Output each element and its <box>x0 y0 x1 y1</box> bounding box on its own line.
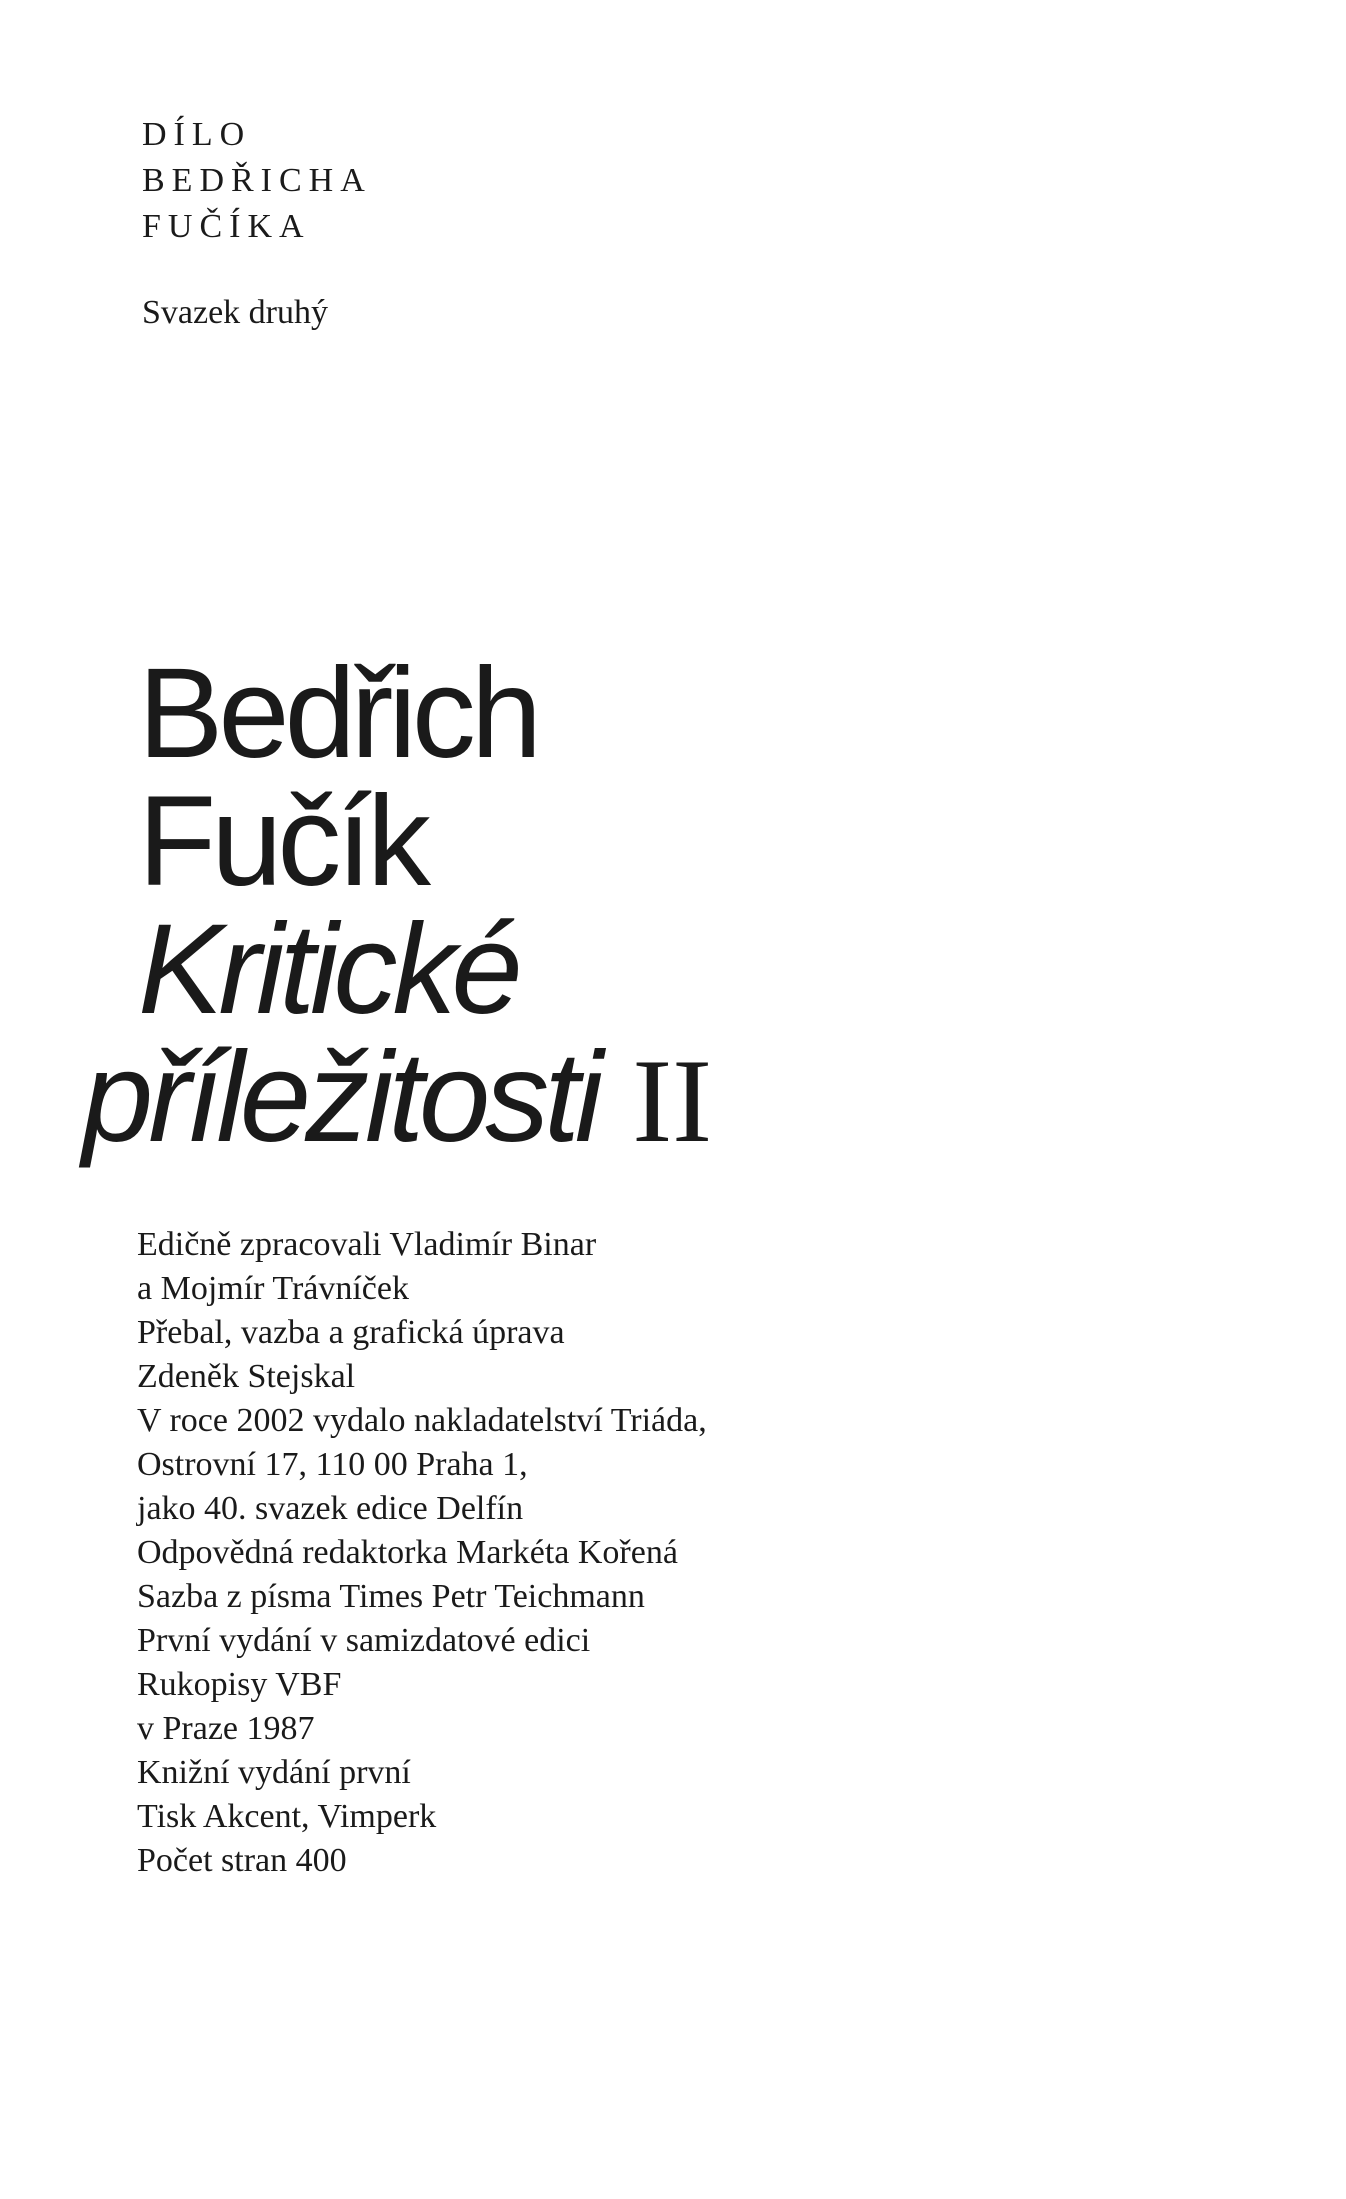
series-line-3: FUČÍKA <box>142 208 311 245</box>
colophon <box>137 1223 707 1883</box>
colophon-line: Zdeněk Stejskal <box>137 1358 356 1395</box>
colophon-line: Ostrovní 17, 110 00 Praha 1, <box>137 1446 528 1483</box>
book-title <box>82 642 713 1169</box>
colophon-line: Sazba z písma Times Petr Teichmann <box>137 1578 645 1615</box>
colophon-line: První vydání v samizdatové edici <box>137 1622 591 1659</box>
work-title-line-1: Kritické <box>138 898 518 1041</box>
colophon-line: Přebal, vazba a grafická úprava <box>137 1314 565 1351</box>
author-last-name: Fučík <box>138 770 426 913</box>
colophon-line: Edičně zpracovali Vladimír Binar <box>137 1226 597 1263</box>
series-line-1: DÍLO <box>142 116 252 153</box>
colophon-line: Počet stran 400 <box>137 1842 347 1879</box>
colophon-line: v Praze 1987 <box>137 1710 315 1747</box>
colophon-line: jako 40. svazek edice Delfín <box>137 1490 524 1527</box>
work-title-line-2 <box>82 1026 713 1169</box>
series-line-2: BEDŘICHA <box>142 162 372 199</box>
volume-label: Svazek druhý <box>142 294 329 331</box>
colophon-line: Rukopisy VBF <box>137 1666 342 1703</box>
colophon-line: Odpovědná redaktorka Markéta Kořená <box>137 1534 678 1571</box>
author-first-name: Bedřich <box>138 642 537 785</box>
colophon-line: a Mojmír Trávníček <box>137 1270 409 1307</box>
volume-numeral: II <box>632 1034 713 1167</box>
colophon-line: V roce 2002 vydalo nakladatelství Triáda, <box>137 1402 707 1439</box>
colophon-line: Tisk Akcent, Vimperk <box>137 1798 437 1835</box>
work-title-word: příležitosti <box>82 1026 599 1169</box>
series-heading <box>142 112 372 250</box>
colophon-line: Knižní vydání první <box>137 1754 411 1791</box>
